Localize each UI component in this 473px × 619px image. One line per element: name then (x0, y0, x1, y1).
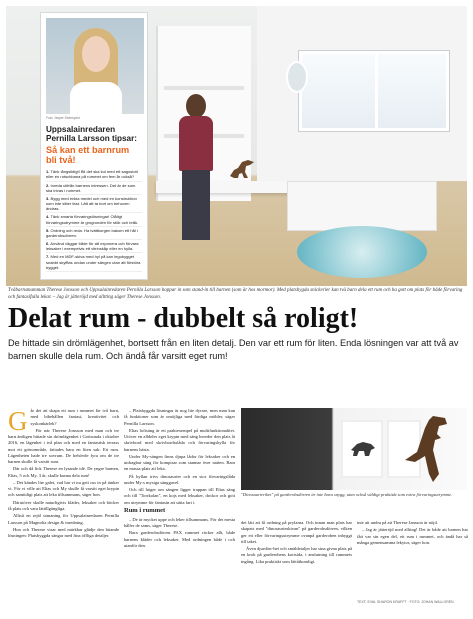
tip-item: 4. Tänk smarta förvaringslösningar! Olåligt förvaringsutrymme är grogrunden för stök och bråk. (46, 213, 142, 226)
paragraph: Under My-sängen finns djupa lådor för leksaker och en utdragbar säng för kompisar som stannar över natten. Bara en massa plats att leka. (124, 453, 235, 472)
platform-bed (287, 181, 437, 231)
portrait-photo (46, 18, 144, 114)
paragraph: Alltså en rejäl utmaning för Uppsalainredaren Pernilla Larsson på Magnolia design & inredning. (8, 513, 119, 525)
paragraph: – Jag är jätteröjd med allting! Det är både att barnen har fått var sin egen del, ett rum i rummet, och ändå har så många gemensamma lekytor, säger hon. (357, 527, 468, 545)
paragraph: Hon och Therese visar med märkbar glädje den bitande lösningen: Platsbyggda sängar med fina öffliga detaljer. (8, 526, 119, 539)
subheading: Rum i rummet (124, 506, 166, 514)
paragraph: Där och då fick Therese en lysande idé. De yngre barnen, Elias, 5 och My, 3 år, skulle kunna dela rum! (8, 466, 119, 478)
tip-item: 5. Ordning och reda. Ha tvättkorgen bakom ett hål i garderobsdörren. (46, 227, 142, 240)
paragraph: det lätt att få ordning på prylarna. Och innan man plats har skapats med "dinosaurieskivan" på garderobsdörren, vilken ger ett eller förvaringsutrymme ovanpå garderoben inbyggt till taket. (241, 520, 352, 544)
woman-figure (176, 94, 216, 244)
paragraph: – Det kändes lite galet, vad har vi nu gett oss in på tänker vi. För vi ville att Elias och My skulle få varsitt eget krypin och samtidigt plats att leka tillsammans, säger hon. (8, 479, 119, 498)
lion-silhouette-icon (349, 436, 377, 458)
drop-cap: G (8, 406, 28, 436)
loft-shelf (164, 86, 244, 90)
paragraph: Och till höger om sängen ligger trappan till Elias säng och till "Torrkolan", en kojs med leksaker, dockor och gott om utrymme för fantasin att sätta fart i. (124, 487, 235, 505)
tips-headline: Så kan ett barnrum bli två! (46, 145, 130, 166)
tip-item: 2. Inreda utifrån barnens intressen. Det är de som ska trivas i rummet. (46, 182, 142, 195)
paragraph: inte att undra på att Therese Jansson är nöjd. (357, 520, 438, 525)
tip-item: 3. Bygg med enkla medel och med en konstruktion som inte sitter fast. Lätt att ta bort om behoven ändras. (46, 195, 142, 214)
paragraph: Därutöver skulle naturligtvis kläder, leksaker och böcker få plats och vara lättillgängliga. (8, 499, 119, 511)
dinosaur-toy-icon (228, 156, 256, 180)
tips-list (46, 168, 142, 272)
tips-kicker: Uppsalainredaren Pernilla Larsson tipsar: (46, 125, 138, 144)
body-column-1 (8, 408, 119, 540)
round-mirror (286, 61, 308, 93)
body-column-2 (124, 408, 235, 550)
tip-item: 7. Med en MDF-skiva med hyl på kan legobygget snabbt skyfflas undan under sängen utan att förstöra bygget. (46, 253, 142, 272)
round-rug (297, 226, 427, 278)
tips-box (40, 12, 148, 280)
byline: TEXT: EVAL SHARON KRAFFT · FOTO: JOHAN WALLGREN (357, 600, 454, 604)
paragraph: – Platsbyggda lösningar är nog lite dyrare, men man kan få funktioner som är omöjliga med färdiga möbler, säger Pernilla Larsson. (124, 408, 235, 426)
paragraph: Även djurdörr-het och smäldetaljer har sina givna plats på en krok på garderobens kortsida, i anslutning till rummets ingång. Lika praktiskt som lättåtkomligt. (241, 546, 352, 564)
paragraph: Bara garderobsdörren PAX rummet räcker allt, både barnens kläder och leksaker. Med ordningen både i och utanför den. (124, 530, 235, 549)
paragraph: På hyllan trivs dinosaurier och en stor förvaringslåda under My:s mysiga sänggavel. (124, 473, 235, 485)
body-column-4 (357, 520, 468, 547)
hero-photo (6, 6, 467, 286)
article-headline: Delat rum - dubbelt så roligt! (8, 303, 359, 334)
tip-item: 6. Använd väggar både för att exponera och förvara leksaker i exempelvis ett vitrinskåp eller en hylla. (46, 240, 142, 253)
paragraph: Går det att skapa ett rum i rummet för två barn, med bibehållen fantasi, kreativitet och syskonkärlek? (8, 406, 119, 436)
tip-item: 1. Tänk långsiktigt! Bli det ska kul med ett sagoslott eller en rutschbana på rummet om fem år också? (46, 168, 142, 181)
body-column-3 (241, 520, 352, 612)
room-window (299, 51, 449, 131)
paragraph: Elias loftsäng är ett praktexempel på multifunktionalitet. Utöver en alldeles eget krypin med säng bereder den plats åt skrivbord med skrivbordsslåda och förvaringshylla för barnens bästa. (124, 427, 235, 452)
paragraph: – De är mycket uppe och leker tillsammans. För det mesta håller de sams, säger Therese. (124, 516, 235, 529)
dinosaur-silhouette-icon (403, 414, 449, 484)
wardrobe-photo (241, 408, 467, 490)
photo-credit: Foto: Jesper Sederqvist (46, 116, 80, 120)
paragraph: För när Therese Jonsson med man och tre barn äntligen hittade sin drömlägenhet i Gottsunda i oktober 2016, en lägenhet i två plan och med en fantastisk terrass mot ett grönområde, fattades bara en liten sak: Ett rum. Lägenheten hade tre sovrum. De behövde fyra om de tre barnen skulle få varsitt rum. (8, 427, 119, 465)
hero-caption: Tvåbarnsmamman Therese Jonsson och Uppsalainredaren Pernilla Larsson hoppar in som stand-in till barnen (som är hos mormor). Med platsbygda snickerier kan tvä barn dela ett rum och ha gott om plats för både förvaring och fantasifulla lekar. – Jag är jätteröjd med alltting säger Therese Jonsson. (8, 288, 463, 300)
photo-caption: "Dinosaurieriket" på garderobsdörren är inte bara snygg, utan också väldigt praktiskt som extra förvaringsutrymme. (241, 492, 453, 497)
article-lede: De hittade sin drömlägenhet, bortsett från en liten detalj. Den var ett rum för liten. Enda lösningen var att två av barnen skulle dela rum. Och ändå får varsitt eget rum! (8, 338, 459, 362)
